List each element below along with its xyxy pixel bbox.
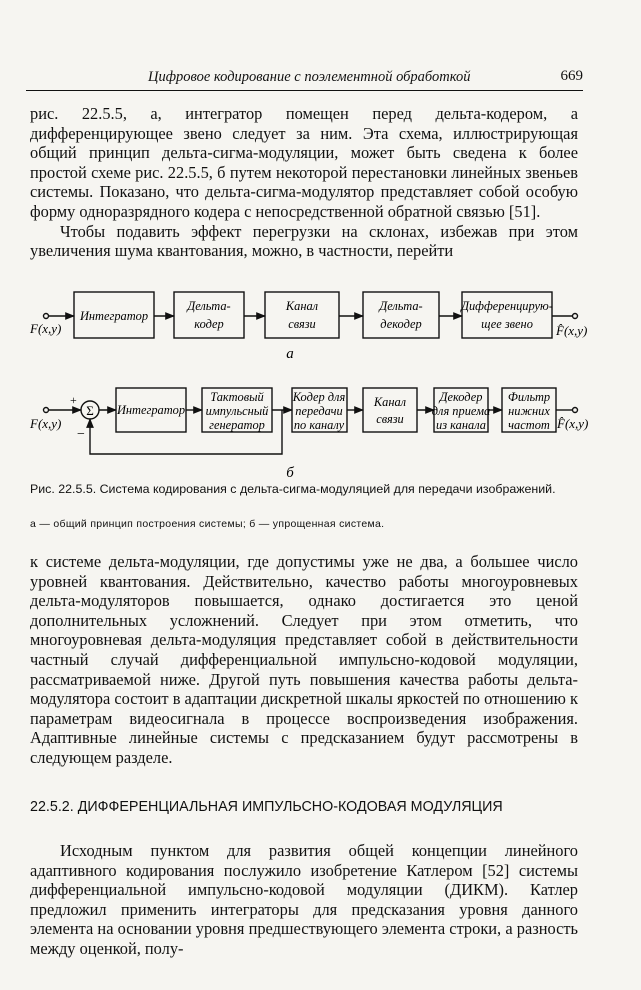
output-node-b bbox=[573, 408, 578, 413]
figure-caption-legend: а — общий принцип построения системы; б — упрощенная система. bbox=[30, 518, 385, 530]
block-a-label-3b: связи bbox=[288, 317, 316, 331]
plus-sign: + bbox=[70, 393, 77, 407]
block-a-label-4a: Дельта- bbox=[379, 299, 423, 313]
block-b-label-3b: передачи bbox=[295, 404, 343, 418]
running-title: Цифровое кодирование с поэлементной обработкой bbox=[148, 69, 471, 85]
block-b-label-2b: импульсный bbox=[205, 404, 269, 418]
block-b-label-4a: Канал bbox=[373, 395, 407, 409]
paragraph-3: к системе дельта-модуляции, где допустимы уже не два, а большее число уровней квантования. Действительно, качество работы многоуровневых дельта-модуляторов повышается, однако достигается это ценой дополнительных усложнений. Следует при этом отметить, что многоуровневая дельта-модуляция представляет собой в действительности частный случай дифференциальной импульсно-кодовой модуляции, рассматриваемой ниже. Другой путь повышения качества работы дельта-модулятора состоит в адаптации дискретной шкалы яркостей по отношению к параметрам видеосигнала в процессе воспроизведения изображения. Адаптивные линейные системы с предсказанием будут рассмотрены в следующем разделе. bbox=[30, 552, 578, 767]
paragraph-1: рис. 22.5.5, а, интегратор помещен перед дельта-кодером, а дифференцирующее звено следует за ним. Эта схема, иллюстрирующая общий принцип дельта-сигма-модуляции, может быть сведена к более простой схеме рис. 22.5.5, б путем некоторой перестановки линейных звеньев системы. Показано, что дельта-сигма-модулятор представляет собой особую форму одноразрядного кодера с непосредственной обратной связью [51]. bbox=[30, 104, 578, 221]
figure-caption: Рис. 22.5.5. Система кодирования с дельта-сигма-модуляцией для передачи изображений. bbox=[30, 482, 556, 496]
input-node-b bbox=[44, 408, 49, 413]
block-a-label-2b: кодер bbox=[194, 317, 224, 331]
output-node-a bbox=[573, 314, 578, 319]
block-b-label-1: Интегратор bbox=[116, 403, 186, 417]
block-b-label-5c: из канала bbox=[436, 418, 486, 432]
panel-label-a: а bbox=[286, 346, 294, 362]
output-label-a: F̂(x,y) bbox=[556, 323, 588, 338]
figure-block-diagrams bbox=[0, 278, 641, 482]
block-b-label-3a: Кодер для bbox=[292, 390, 346, 404]
block-b-label-3c: по каналу bbox=[293, 418, 345, 432]
block-b-label-5a: Декодер bbox=[439, 390, 483, 404]
page-number: 669 bbox=[560, 68, 583, 84]
running-header bbox=[26, 64, 583, 91]
block-b-label-2a: Тактовый bbox=[210, 390, 264, 404]
block-b-label-6c: частот bbox=[508, 418, 550, 432]
input-label-b: F(x,y) bbox=[30, 416, 62, 431]
block-a-label-4b: декодер bbox=[380, 317, 422, 331]
input-node-a bbox=[44, 314, 49, 319]
block-b-label-4b: связи bbox=[376, 412, 404, 426]
block-b-label-6b: нижних bbox=[508, 404, 550, 418]
block-b-label-5b: для приема bbox=[431, 404, 491, 418]
block-b-label-2c: генератор bbox=[209, 418, 265, 432]
paragraph-4: Исходным пунктом для развития общей концепции линейного адаптивного кодирования послужило изобретение Катлером [52] системы дифференциальной импульсно-кодовой модуляции (ДИКМ). Катлер предложил применить интеграторы для предсказания уровня данного элемента на основании уровня предшествующего элемента строки, а разность между оценкой, полу- bbox=[30, 841, 578, 958]
minus-sign: − bbox=[77, 427, 85, 442]
panel-label-b: б bbox=[286, 465, 294, 481]
section-heading: 22.5.2. ДИФФЕРЕНЦИАЛЬНАЯ ИМПУЛЬСНО-КОДОВАЯ МОДУЛЯЦИЯ bbox=[30, 799, 503, 815]
block-a-label-5b: щее звено bbox=[481, 317, 533, 331]
block-a-label-5a: Дифференцирую- bbox=[461, 299, 553, 313]
block-a-label-1: Интегратор bbox=[79, 309, 149, 323]
block-a-label-3a: Канал bbox=[285, 299, 319, 313]
paragraph-intro bbox=[30, 104, 578, 261]
block-a-label-2a: Дельта- bbox=[187, 299, 231, 313]
output-label-b: F̂(x,y) bbox=[557, 416, 589, 431]
paragraph-2: Чтобы подавить эффект перегрузки на склонах, избежав при этом увеличения шума квантования, можно, в частности, перейти bbox=[30, 221, 578, 261]
input-label-a: F(x,y) bbox=[30, 321, 62, 336]
summer-symbol: Σ bbox=[86, 403, 94, 418]
block-b-label-6a: Фильтр bbox=[507, 390, 551, 404]
